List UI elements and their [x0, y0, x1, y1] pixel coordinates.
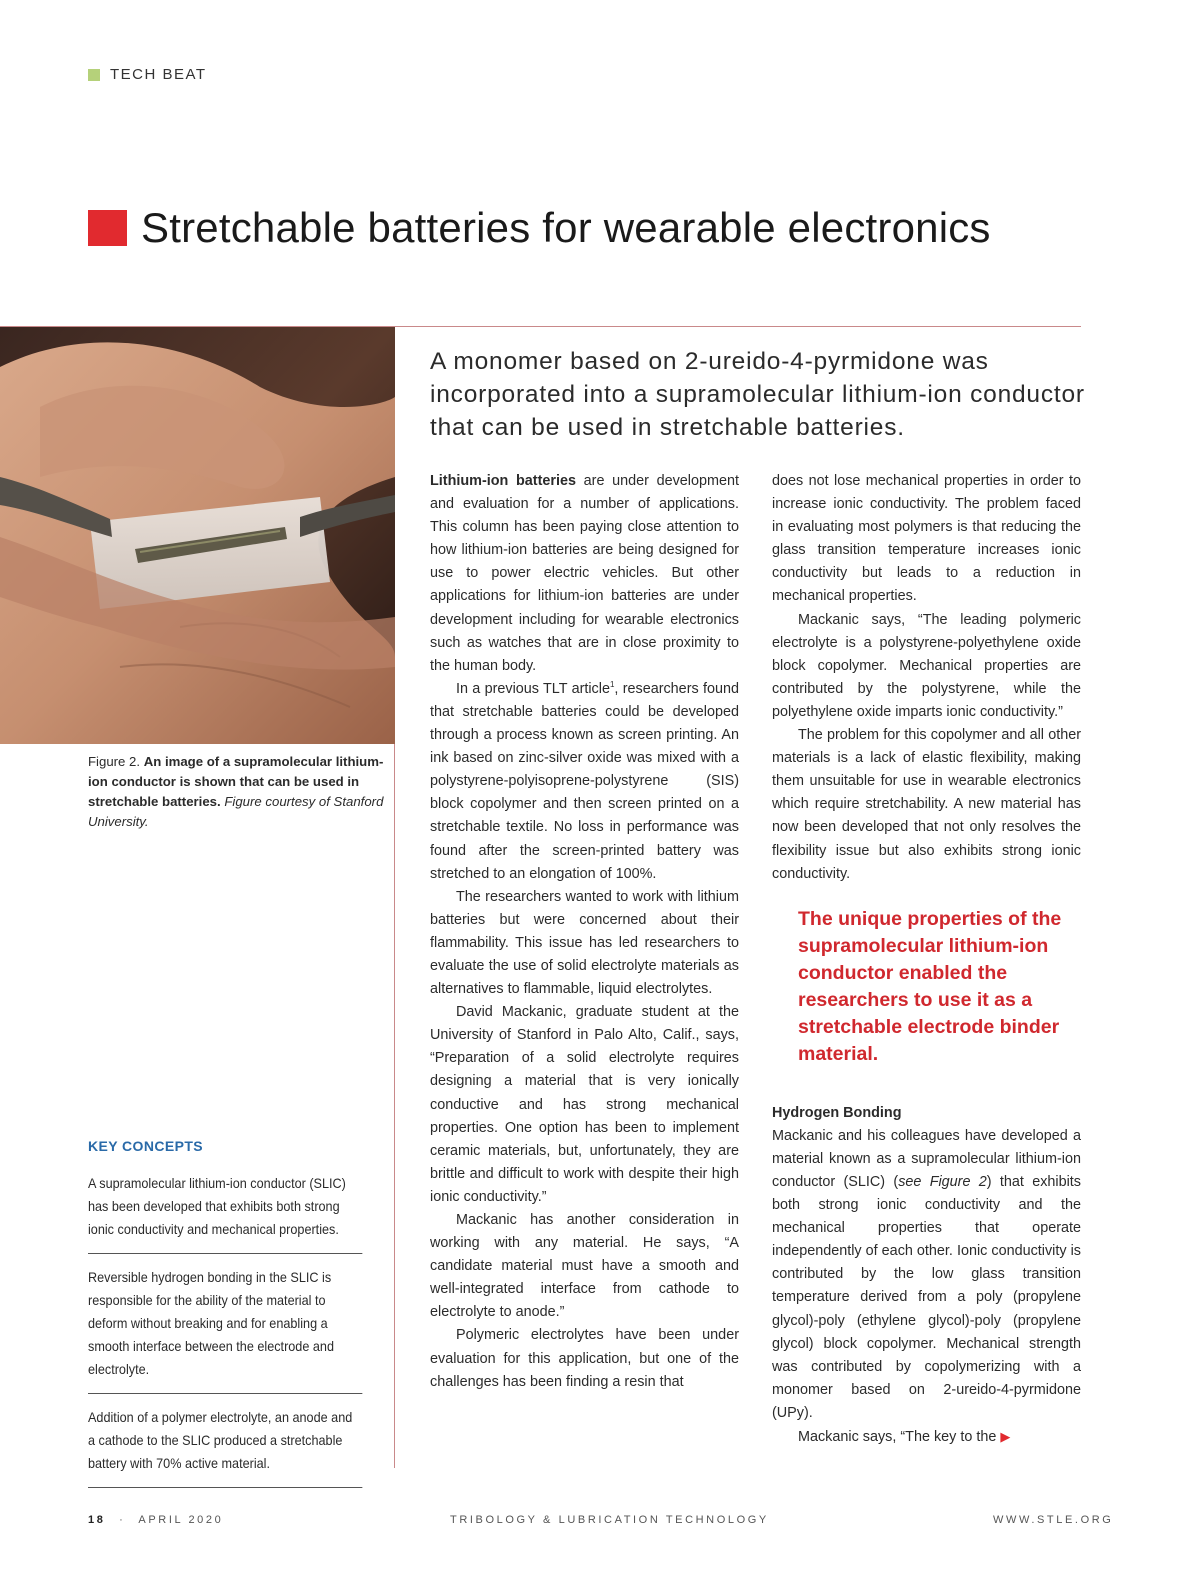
paragraph: does not lose mechanical properties in order to increase ionic conductivity. The problem faced in evaluating most polymers is that reducing the glass transition temperature increases ionic conductivity but leads to a reduction in mechanical properties.	[772, 473, 1081, 605]
key-concepts-box	[88, 1138, 362, 1500]
key-concept-item: Reversible hydrogen bonding in the SLIC is responsible for the ability of the material to deform without breaking and for enabling a smooth interface between the electrode and electrolyte.	[88, 1266, 362, 1394]
key-concept-item: Addition of a polymer electrolyte, an anode and a cathode to the SLIC produced a stretchable battery with 70% active material.	[88, 1406, 362, 1488]
paragraph: Mackanic says, “The leading polymeric electrolyte is a polystyrene-polyethylene oxide block copolymer. Mechanical properties are contributed by the polystyrene, while the polyethylene oxide imparts ionic conductivity.”	[772, 611, 1081, 720]
paragraph-text: Mackanic says, “The key to the	[798, 1429, 997, 1445]
paragraph	[430, 678, 739, 886]
key-concepts-title: KEY CONCEPTS	[88, 1138, 204, 1154]
website-url: WWW.STLE.ORG	[993, 1514, 1114, 1526]
paragraph	[772, 1425, 1081, 1449]
pull-quote: The unique properties of the supramolecular lithium-ion conductor enabled the researchers to use it as a stretchable electrode binder material.	[798, 907, 1062, 1065]
figure-reference: see Figure 2	[898, 1173, 987, 1190]
lead-in: Lithium-ion batteries	[430, 473, 576, 489]
issue-date: APRIL 2020	[138, 1514, 224, 1526]
title-square-icon	[88, 210, 127, 246]
footer-page-info	[88, 1514, 223, 1526]
subhead: Hydrogen Bonding	[772, 1104, 902, 1121]
figure-photo	[0, 326, 395, 744]
paragraph	[772, 1125, 1081, 1425]
paragraph: Polymeric electrolytes have been under evaluation for this application, but one of the challenges has been finding a resin that	[430, 1327, 739, 1390]
article-title: Stretchable batteries for wearable electronics	[141, 204, 991, 251]
body-column-2	[772, 470, 1081, 1449]
hand-holding-battery-image	[0, 327, 395, 744]
paragraph-text: ) that exhibits both strong ionic conductivity and the mechanical properties that operate independently of each other. Ionic conductivity is contributed by the low glass transition temperature derived from a poly (propylene glycol)-poly (ethylene glycol)-poly (propylene glycol) block copolymer. Mechanical strength was contributed by copolymerizing with a monomer based on 2-ureido-4-pyrmidone (UPy).	[772, 1173, 1081, 1421]
caption-bold: An image of a supramolecular lithium-ion conductor is shown that can be used in stretchable batteries.	[88, 754, 384, 809]
caption-credit: Figure courtesy of Stanford University.	[88, 794, 384, 829]
title-row	[88, 204, 991, 252]
continue-arrow-icon: ▶	[1000, 1429, 1011, 1444]
footnote-ref: 1	[609, 680, 615, 690]
caption-prefix: Figure 2.	[88, 754, 141, 769]
figure-caption	[88, 752, 388, 832]
paragraph: The problem for this copolymer and all other materials is a lack of elastic flexibility, making them unsuitable for use in wearable electronics which require stretchability. A new material has now been developed that not only resolves the flexibility issue but also exhibits strong ionic conductivity.	[772, 727, 1081, 882]
body-column-1	[430, 470, 739, 1394]
section-square-icon	[88, 69, 100, 81]
section-label: TECH BEAT	[110, 66, 207, 83]
publication-name: TRIBOLOGY & LUBRICATION TECHNOLOGY	[450, 1514, 769, 1526]
paragraph	[430, 470, 739, 678]
article-deck: A monomer based on 2-ureido-4-pyrmidone was incorporated into a supramolecular lithium-ion conductor that can be used in stretchable batteries.	[430, 348, 1085, 441]
paragraph: The researchers wanted to work with lithium batteries but were concerned about their flammability. This issue has led researchers to evaluate the use of solid electrolyte materials as alternatives to flammable, liquid electrolytes.	[430, 888, 739, 998]
footer-separator: ·	[119, 1514, 126, 1526]
page-number: 18	[88, 1514, 106, 1526]
paragraph-text: are under development and evaluation for a number of applications. This column has been paying close attention to how lithium-ion batteries are being designed for use to power electric vehicles. But other applications for lithium-ion batteries are under development including for wearable electronics such as watches that are in close proximity to the human body.	[430, 473, 739, 674]
paragraph: David Mackanic, graduate student at the University of Stanford in Palo Alto, Calif., says, “Preparation of a solid electrolyte requires designing a material that is very ionically conductive and has strong mechanical properties. One option has been to implement ceramic materials, but, unfortunately, they are brittle and difficult to work with despite their high ionic conductivity.”	[430, 1004, 739, 1205]
paragraph: Mackanic has another consideration in working with any material. He says, “A candidate material must have a smooth and well-integrated interface from cathode to electrolyte to anode.”	[430, 1212, 739, 1321]
paragraph-text: In a previous TLT article	[456, 680, 610, 697]
paragraph-text: , researchers found that stretchable batteries could be developed through a process known as screen printing. An ink based on zinc-silver oxide was mixed with a polystyrene-polyisoprene-polystyrene (SIS) block copolymer and then screen printed on a stretchable textile. No loss in performance was found after the screen-printed battery was stretched to an elongation of 100%.	[430, 680, 739, 882]
key-concept-item: A supramolecular lithium-ion conductor (SLIC) has been developed that exhibits both strong ionic conductivity and mechanical properties.	[88, 1172, 362, 1254]
section-tag	[88, 66, 207, 83]
top-rule	[395, 326, 1081, 327]
paragraph-text: Mackanic and his colleagues have developed a material known as a supramolecular lithium-ion conductor (SLIC) (	[772, 1127, 1081, 1190]
